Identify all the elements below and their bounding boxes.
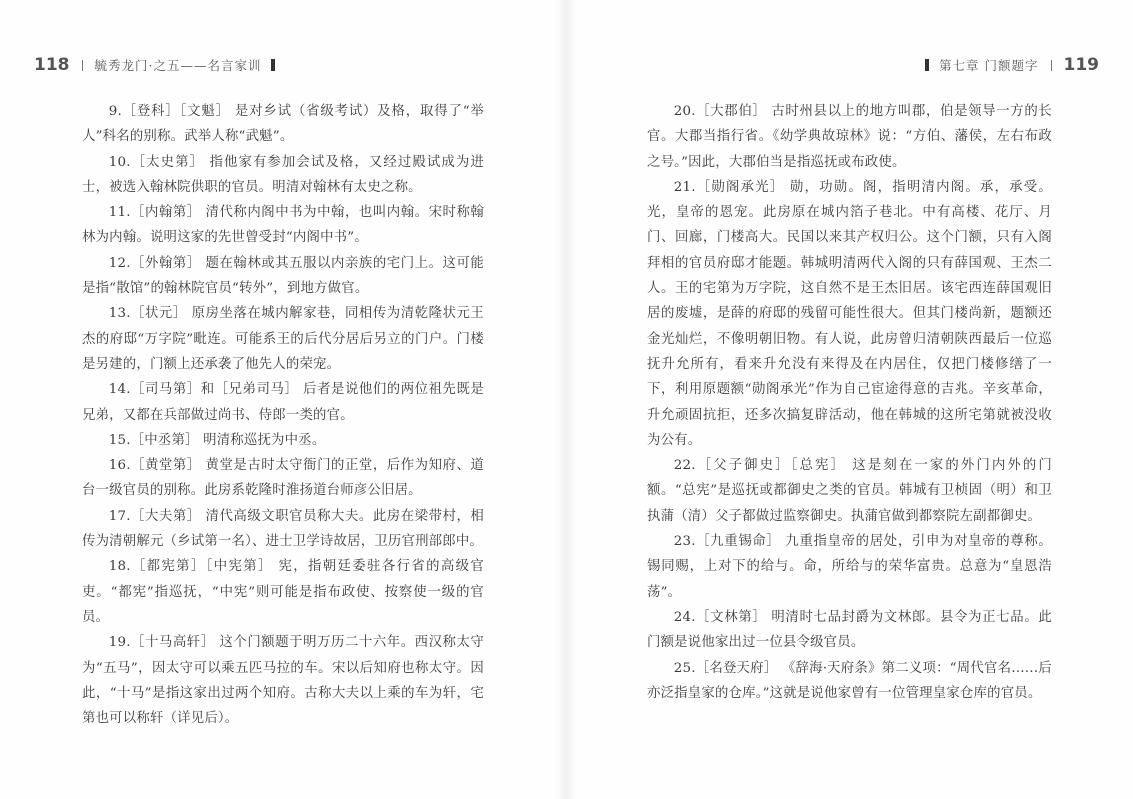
- entry-paragraph: 15.［中丞第］ 明清称巡抚为中丞。: [108, 432, 326, 448]
- entry-paragraph: 24.［文林第］ 明清时七品封爵为文林郎。县令为正七品。此门额是说他家出过一位县令级官员。: [647, 609, 1052, 651]
- right-page: [566, 0, 1133, 799]
- entry-paragraph: 10.［太史第］ 指他家有参加会试及格，又经过殿试成为进士，被选入翰林院供职的官员。明清对翰林有太史之称。: [82, 154, 484, 195]
- header-marker: [925, 59, 929, 71]
- entry-paragraph: 25.［名登天府］ 《辞海·天府条》第二义项：“周代官名……后亦泛指皇家的仓库。”这就是说他家曾有一位管理皇家仓库的官员。: [647, 660, 1052, 701]
- entry-paragraph: 12.［外翰第］ 题在翰林或其五服以内亲族的宅门上。这可能是指“散馆”的翰林院官员“转外”，到地方做官。: [82, 255, 484, 297]
- entry-paragraph: 19.［十马高轩］ 这个门额题于明万历二十六年。西汉称太守为“五马”，因太守可以乘五匹马拉的车。宋以后知府也称太守。因此，“十马”是指这家出过两个知府。古称大夫以上乘的车为轩，宅第也可以称轩（详见后）。: [82, 635, 484, 727]
- page-number: 119: [1063, 55, 1099, 75]
- page-number: 118: [34, 55, 70, 75]
- entry-paragraph: 13.［状元］ 原房坐落在城内解家巷，同相传为清乾隆状元王杰的府邸“万字院”毗连。可能系王的后代分居后另立的门户。门楼是另建的，门额上还承袭了他先人的荣宠。: [82, 306, 484, 372]
- entry-paragraph: 18.［都宪第］［中宪第］ 宪，指朝廷委驻各行省的高级官吏。“都宪”指巡抚，“中宪”则可能是指布政使、按察使一级的官员。: [82, 559, 484, 625]
- entry-paragraph: 14.［司马第］和［兄弟司马］ 后者是说他们的两位祖先既是兄弟，又都在兵部做过尚书、侍郎一类的官。: [82, 382, 484, 423]
- entry-paragraph: 17.［大夫第］ 清代高级文职官员称大夫。此房在梁带村，相传为清朝解元（乡试第一名）、进士卫学诗故居，卫历官刑部郎中。: [82, 508, 484, 550]
- right-page-body: [647, 99, 1052, 706]
- entry-paragraph: 21.［勋阁承光］ 勋，功勋。阁，指明清内阁。承，承受。光，皇帝的恩宠。此房原在城内箔子巷北。中有高楼、花厅、月门、回廊，门楼高大。民国以来其产权归公。这个门额，只有入阁拜相的官员府邸才能题。韩城明清两代入阁的只有薛国观、王杰二人。王的宅第为万字院，这自然不是王杰旧居。该宅西连薛国观旧居的废墟，是薛的府邸的残留可能性很大。但其门楼尚新，题额还金光灿烂，不像明朝旧物。有人说，此房曾归清朝陕西最后一位巡抚升允所有，看来升允没有来得及在内居住，仅把门楼修缮了一下，利用原题额“勋阁承光”作为自己宦途得意的吉兆。辛亥革命，升允顽固抗拒，还多次搞复辟活动，他在韩城的这所宅第就被没收为公有。: [647, 179, 1052, 448]
- entry-paragraph: 9.［登科］［文魁］ 是对乡试（省级考试）及格，取得了“举人”科名的别称。武举人称“武魁”。: [82, 104, 484, 145]
- entry-paragraph: 16.［黄堂第］ 黄堂是古时太守衙门的正堂，后作为知府、道台一级官员的别称。此房系乾隆时淮扬道台师彦公旧居。: [82, 458, 484, 499]
- right-page-header: [915, 53, 1099, 77]
- entry-paragraph: 11.［内翰第］ 清代称内阁中书为中翰，也叫内翰。宋时称翰林为内翰。说明这家的先世曾受封“内阁中书”。: [82, 205, 484, 246]
- chapter-title: 第七章 门额题字: [939, 58, 1039, 73]
- entry-paragraph: 23.［九重锡命］ 九重指皇帝的居处，引申为对皇帝的尊称。锡同赐，上对下的给与。命，所给与的荣华富贵。总意为“皇恩浩荡”。: [647, 534, 1052, 600]
- left-page-header: [34, 53, 285, 77]
- header-marker: [271, 59, 275, 71]
- entry-paragraph: 22.［父子御史］［总宪］ 这是刻在一家的外门内外的门额。“总宪”是巡抚或都御史之类的官员。韩城有卫桢固（明）和卫执蒲（清）父子都做过监察御史。执蒲官做到都察院左副都御史。: [647, 458, 1052, 524]
- left-page-body: [82, 99, 484, 731]
- left-page: [0, 0, 566, 799]
- entry-paragraph: 20.［大郡伯］ 古时州县以上的地方叫郡，伯是领导一方的长官。大郡当指行省。《幼学典故琼林》说：“方伯、藩侯，左右布政之号。”因此，大郡伯当是指巡抚或布政使。: [647, 104, 1052, 170]
- running-title: 毓秀龙门·之五——名言家训: [94, 58, 262, 73]
- header-separator: [1051, 60, 1052, 71]
- header-separator: [82, 60, 83, 71]
